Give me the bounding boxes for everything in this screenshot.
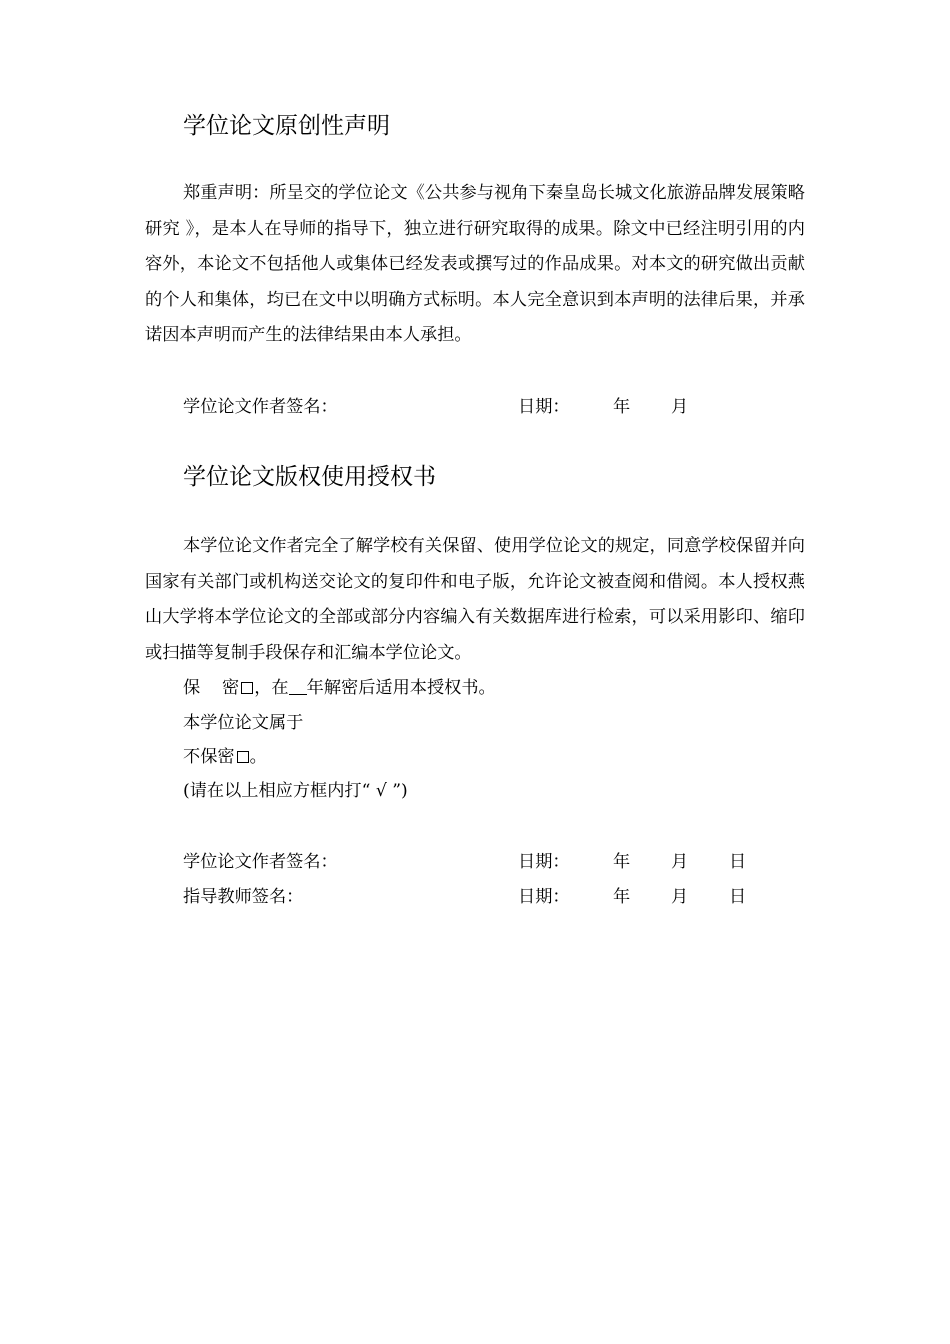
secret-label: 保 密 bbox=[183, 678, 240, 698]
originality-body: 郑重声明：所呈交的学位论文《公共参与视角下秦皇岛长城文化旅游品牌发展策略研究 》，是本人在导师的指导下，独立进行研究取得的成果。除文中已经注明引用的内容外，本论文不包括他人或集体已经发表或撰写过的作品成果。对本文的研究做出贡献的个人和集体，均已在文中以明确方式标明。本人完全意识到本声明的法律后果，并承诺因本声明而产生的法律结果由本人承担。 bbox=[145, 183, 805, 345]
nonsecret-option-line bbox=[183, 745, 267, 769]
date-label-1: 日期： bbox=[518, 397, 570, 417]
month-label-3: 月 bbox=[671, 887, 689, 907]
year-label-3: 年 bbox=[613, 887, 631, 907]
checkmark-instruction: (请在以上相应方框内打“ √ ”) bbox=[183, 781, 408, 801]
month-label-1: 月 bbox=[671, 397, 689, 417]
day-label-2: 日 bbox=[729, 852, 747, 872]
author-signature-label-1: 学位论文作者签名： bbox=[183, 397, 338, 417]
copyright-body: 本学位论文作者完全了解学校有关保留、使用学位论文的规定，同意学校保留并向国家有关部门或机构送交论文的复印件和电子版，允许论文被查阅和借阅。本人授权燕山大学将本学位论文的全部或部分内容编入有关数据库进行检索，可以采用影印、缩印或扫描等复制手段保存和汇编本学位论文。 bbox=[145, 536, 805, 663]
years-blank[interactable] bbox=[289, 678, 307, 695]
advisor-signature-label: 指导教师签名： bbox=[183, 887, 304, 907]
author-signature-label-2: 学位论文作者签名： bbox=[183, 852, 338, 872]
year-label-2: 年 bbox=[613, 852, 631, 872]
month-label-2: 月 bbox=[671, 852, 689, 872]
year-label-1: 年 bbox=[613, 397, 631, 417]
nonsecret-label: 不保密 bbox=[183, 747, 235, 767]
copyright-title: 学位论文版权使用授权书 bbox=[183, 464, 436, 490]
secret-checkbox[interactable] bbox=[241, 682, 253, 694]
day-label-3: 日 bbox=[729, 887, 747, 907]
nonsecret-tail: 。 bbox=[249, 747, 267, 767]
originality-title: 学位论文原创性声明 bbox=[183, 113, 390, 139]
nonsecret-checkbox[interactable] bbox=[237, 751, 249, 763]
secret-after-box: ，在 bbox=[254, 678, 289, 698]
belongs-label: 本学位论文属于 bbox=[183, 713, 304, 733]
date-label-3: 日期： bbox=[518, 887, 570, 907]
secret-option-line bbox=[183, 676, 496, 700]
date-label-2: 日期： bbox=[518, 852, 570, 872]
secret-tail: 年解密后适用本授权书。 bbox=[306, 678, 496, 698]
